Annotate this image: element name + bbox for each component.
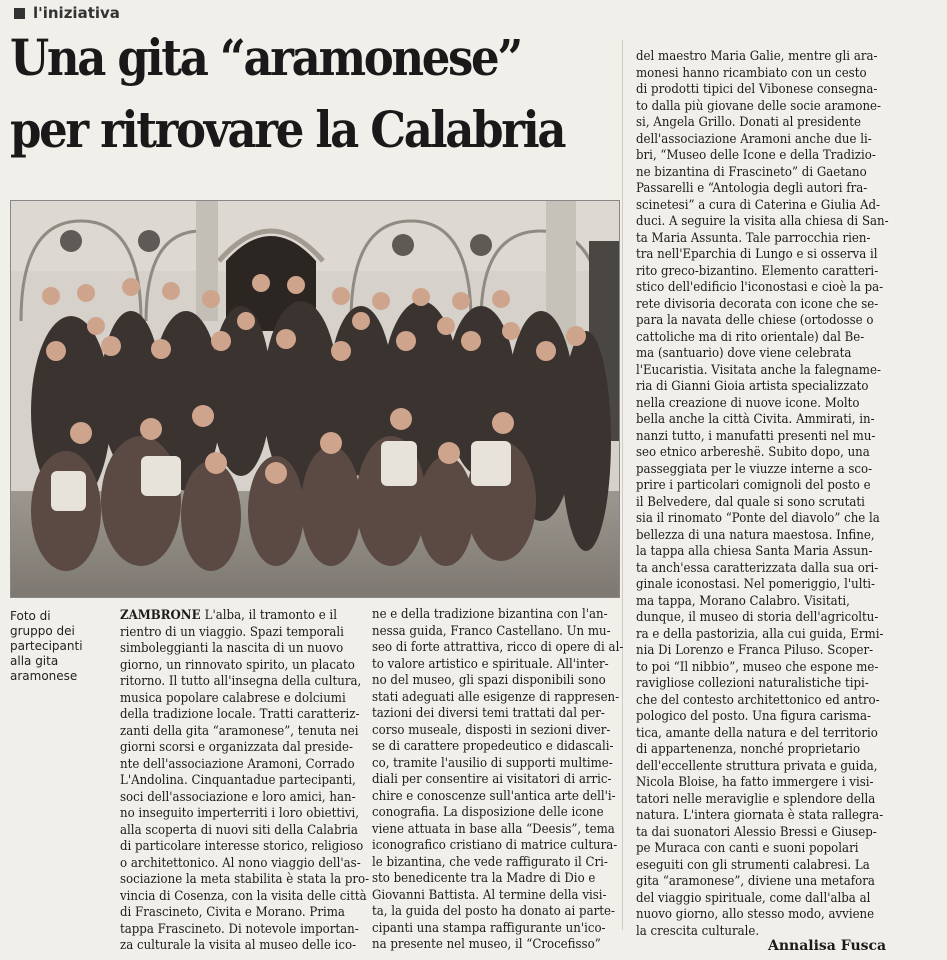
article-line: [372, 673, 612, 690]
article-line: [120, 691, 356, 708]
article-line-text: to dalla più giovane delle socie aramone-: [636, 98, 881, 114]
article-line-text: rete divisoria decorata con icone che se-: [636, 296, 879, 312]
article-line: [372, 657, 612, 674]
article-line-text: eseguiti con gli strumenti calabresi. La: [636, 857, 870, 873]
article-line-text: della tradizione locale. Tratti caratteriz-: [120, 707, 360, 722]
article-line: [636, 296, 879, 314]
article-line: [372, 871, 612, 888]
article-line-text: sociazione la meta stabilita è stata la pro-: [120, 872, 370, 887]
article-line-text: soci dell'associazione e loro amici, han-: [120, 789, 356, 805]
article-line: [120, 938, 356, 955]
article-line: [120, 872, 370, 889]
article-line: [120, 806, 360, 823]
article-line-text: iconografico cristiano di matrice cultura-: [372, 838, 618, 853]
caption-line: partecipanti: [10, 639, 83, 653]
article-line-text: tappa Frascineto. Di notevole importan-: [120, 921, 359, 937]
article-line-text: ne bizantina di Frascineto” di Gaetano: [636, 164, 867, 180]
article-line-text: zanti della gita “aramonese”, tenuta nei: [120, 723, 359, 739]
article-line: [636, 792, 876, 809]
article-line: [372, 855, 612, 872]
article-line-text: nte dell'associazione Aramoni, Corrado: [120, 756, 355, 772]
article-line: [636, 49, 876, 66]
article-line-text: gita “aramonese”, diviene una metafora: [636, 874, 875, 889]
article-line: [372, 739, 612, 756]
article-line-text: rientro di un viaggio. Spazi temporali: [120, 624, 344, 640]
article-line-text: tatori nelle meraviglie e splendore della: [636, 791, 876, 807]
article-line: [636, 742, 876, 759]
article-line: [636, 643, 876, 660]
article-line-text: stati adeguati alle esigenze di rappresen-: [372, 689, 620, 705]
article-line-text: Passarelli e “Antologia degli autori fra-: [636, 181, 868, 196]
caption-line: alla gita: [10, 654, 59, 668]
article-line: [372, 921, 612, 938]
article-line: [636, 544, 876, 561]
article-line-text: musica popolare calabrese e dolciumi: [120, 690, 346, 706]
article-line-text: dunque, il museo di storia dell'agricoltu-: [636, 610, 879, 625]
article-line: [636, 759, 876, 776]
article-line: [372, 937, 612, 954]
article-line-text: prire i particolari comignoli del posto e: [636, 478, 871, 493]
article-line-text: si, Angela Grillo. Donati al presidente: [636, 115, 861, 130]
article-line: [120, 921, 359, 939]
article-line-text: ta anch'essa caratterizzata dalla sua ori-: [636, 560, 879, 576]
article-line-text: ria di Gianni Gioia artista specializzato: [636, 379, 869, 394]
article-line: [636, 594, 876, 611]
article-line: [120, 790, 356, 807]
article-line-text: para la navata delle chiese (ortodosse o: [636, 313, 874, 328]
article-line-text: bellezza di una natura maestosa. Infine,: [636, 527, 875, 543]
article-line-text: ta, la guida del posto ha donato ai parte-: [372, 904, 615, 919]
article-line: [372, 821, 615, 839]
article-line-text: conografia. La disposizione delle icone: [372, 805, 604, 820]
article-line-text: to valore artistico e spirituale. All'inter-: [372, 656, 609, 672]
article-line-text: ma tappa, Morano Calabro. Visitati,: [636, 593, 850, 609]
article-line: [636, 412, 876, 429]
article-line-text: ravigliose collezioni naturalistiche tipi-: [636, 676, 869, 691]
headline-line-1: Una gita “aramonese”: [10, 28, 521, 87]
article-line: [120, 855, 361, 873]
caption-line: gruppo dei: [10, 624, 75, 638]
section-kicker: [14, 4, 120, 22]
article-line-text: nella creazione di nuove icone. Molto: [636, 395, 860, 411]
article-line: [636, 560, 879, 578]
article-line-text: di particolare interesse storico, religioso: [120, 839, 364, 854]
article-line-text: viene attuata in base alla “Deesis”, tema: [372, 821, 615, 837]
article-line: [636, 825, 876, 842]
article-line-text: co, tramite l'ausilio di supporti multime-: [372, 755, 613, 771]
article-line-text: cipanti una stampa raffigurante un'ico-: [372, 920, 606, 936]
article-line: [636, 148, 876, 165]
article-line-text: ritorno. Il tutto all'insegna della cultura,: [120, 674, 362, 689]
article-line-text: di Frascineto, Civita e Morano. Prima: [120, 905, 345, 920]
article-line: [636, 280, 884, 297]
article-line-text: nanzi tutto, i manufatti presenti nel mu-: [636, 428, 876, 444]
article-line: [636, 346, 876, 363]
article-line: [636, 115, 876, 132]
article-line-text: ma (santuario) dove viene celebrata: [636, 346, 852, 361]
article-line-text: corso museale, disposti in sezioni diver-: [372, 722, 611, 738]
article-line: [636, 726, 876, 743]
article-line: [636, 511, 880, 528]
article-line-text: del viaggio spirituale, come dall'alba al: [636, 890, 871, 906]
article-line-text: dell'associazione Aramoni anche due li-: [636, 131, 872, 147]
article-line: [636, 462, 876, 479]
article-line: [636, 808, 884, 825]
article-line-text: ne e della tradizione bizantina con l'an-: [372, 607, 608, 622]
article-line: [120, 607, 356, 625]
article-line-text: na presente nel museo, il “Crocefisso”: [372, 937, 601, 952]
article-line: [372, 640, 624, 657]
photo-caption: [10, 609, 86, 684]
caption-line: aramonese: [10, 669, 78, 683]
article-line: [636, 82, 876, 99]
article-line: [636, 197, 881, 215]
article-line: [636, 66, 876, 83]
article-line: [636, 214, 889, 231]
article-line: [636, 858, 876, 875]
article-line-text: natura. L'intera giornata è stata rallegra-: [636, 808, 884, 823]
article-line-text: L'Andolina. Cinquantadue partecipanti,: [120, 773, 356, 788]
article-line-text: L'alba, il tramonto e il: [204, 608, 337, 623]
article-line: [372, 805, 612, 822]
article-line-text: scinetesi” a cura di Caterina e Giulia Ad-: [636, 197, 881, 213]
article-line-text: ginale iconostasi. Nel pomeriggio, l'ulti-: [636, 577, 875, 592]
author-byline: Annalisa Fusca: [768, 938, 887, 954]
article-line-text: nuovo giorno, allo stesso modo, avviene: [636, 907, 875, 922]
article-line-text: di appartenenza, nonché proprietario: [636, 742, 861, 757]
article-line: [636, 907, 876, 924]
dateline: ZAMBRONE: [120, 607, 205, 623]
article-line: [372, 706, 612, 723]
article-line-text: giorni scorsi e organizzata dal preside-: [120, 740, 353, 755]
article-line-text: giorno, un rinnovato spirito, un placato: [120, 657, 355, 673]
article-line: [636, 247, 876, 264]
article-line: [636, 181, 876, 198]
article-line-text: sia il rinomato “Ponte del diavolo” che la: [636, 511, 880, 526]
article-line-text: simboleggianti la nascita di un nuovo: [120, 641, 344, 656]
headline-line-2: per ritrovare la Calabria: [10, 100, 565, 159]
article-line-text: no del museo, gli spazi disponibili sono: [372, 673, 606, 688]
kicker-label: l'iniziativa: [33, 4, 120, 22]
article-line-text: tazioni dei diversi temi trattati dal per-: [372, 706, 605, 721]
article-line: [636, 132, 876, 149]
article-line-text: dell'eccellente struttura privata e guida,: [636, 758, 878, 774]
article-line-text: stico dell'edificio l'iconostasi e cioè la pa-: [636, 280, 884, 295]
article-line: [372, 624, 612, 641]
article-line: [372, 723, 612, 740]
article-line: [636, 98, 881, 116]
article-line: [636, 263, 879, 281]
article-line: [372, 689, 620, 707]
article-line-text: Nicola Bloise, ha fatto immergere i visi-: [636, 775, 874, 790]
article-line-text: seo di forte attrattiva, ricco di opere di al-: [372, 640, 624, 655]
article-line: [120, 740, 356, 757]
article-line-text: vincia di Cosenza, con la visita delle città: [120, 888, 367, 904]
kicker-square-icon: [14, 8, 25, 19]
article-line: [636, 659, 879, 677]
article-line: [636, 396, 876, 413]
article-line: [120, 707, 360, 724]
article-line: [120, 658, 356, 675]
article-line: [372, 756, 612, 773]
article-line-text: za culturale la visita al museo delle ico-: [120, 938, 357, 953]
article-line: [636, 692, 880, 710]
article-line: [636, 610, 879, 627]
article-line: [372, 772, 612, 789]
article-line: [120, 823, 356, 840]
article-line-text: la crescita culturale.: [636, 923, 760, 939]
article-line-text: o architettonico. Al nono viaggio dell'as-: [120, 855, 361, 871]
article-column-3: [636, 49, 889, 940]
group-photo: [10, 200, 620, 598]
article-line: [120, 674, 362, 691]
article-line: [636, 841, 876, 858]
article-line-text: nessa guida, Franco Castellano. Un mu-: [372, 623, 611, 639]
caption-line: Foto di: [10, 609, 51, 623]
article-line: [636, 445, 876, 462]
article-line-text: le bizantina, che vede raffigurato il Cri-: [372, 854, 608, 870]
article-line-text: bri, “Museo delle Icone e della Tradizio-: [636, 148, 876, 163]
article-line: [636, 577, 876, 594]
article-line: [636, 379, 876, 396]
article-line: [120, 773, 356, 790]
article-line: [372, 904, 615, 921]
article-line-text: la tappa alla chiesa Santa Maria Assun-: [636, 544, 873, 559]
article-line-text: no inseguito imperterriti i loro obiettivi,: [120, 806, 360, 821]
article-line-text: sto benedicente tra la Madre di Dio e: [372, 871, 596, 886]
article-line: [636, 528, 876, 545]
article-line: [372, 838, 618, 855]
article-line-text: tra nell'Eparchia di Lungo e si osserva il: [636, 247, 878, 262]
article-line: [636, 676, 876, 693]
article-line: [636, 330, 876, 347]
article-line-text: del maestro Maria Galie, mentre gli ara-: [636, 49, 878, 64]
article-line: [636, 495, 876, 512]
article-line: [636, 478, 876, 495]
article-line-text: pe Muraca con canti e suoni popolari: [636, 841, 859, 856]
article-line-text: se di carattere propedeutico e didascali-: [372, 739, 614, 754]
article-line-text: di prodotti tipici del Vibonese consegna-: [636, 82, 878, 97]
article-line: [636, 165, 876, 182]
article-line-text: diali per consentire ai visitatori di arric-: [372, 772, 612, 787]
article-line-text: chire e conoscenze sull'antica arte dell'i-: [372, 788, 616, 804]
article-line: [636, 429, 876, 446]
group-photo-illustration: [11, 201, 619, 597]
article-line-text: to poi “Il nibbio”, museo che espone me-: [636, 659, 879, 675]
article-line: [636, 891, 876, 908]
article-line-text: l'Eucaristia. Visitata anche la falegname-: [636, 362, 881, 378]
article-line: [636, 362, 881, 380]
article-line-text: passeggiata per le viuzze interne a sco-: [636, 461, 873, 477]
article-line: [636, 874, 876, 891]
article-line: [120, 888, 367, 906]
article-column-2: [372, 607, 624, 954]
article-line-text: che del contesto architettonico ed antro-: [636, 692, 880, 708]
article-line-text: ra e della pastorizia, alla cui guida, Ermi-: [636, 626, 884, 642]
article-line-text: duci. A seguire la visita alla chiesa di San-: [636, 214, 889, 229]
article-column-1: [120, 607, 370, 955]
article-line: [636, 313, 876, 330]
article-line: [636, 626, 884, 644]
article-line: [372, 888, 612, 905]
article-line-text: alla scoperta di nuovi siti della Calabria: [120, 822, 358, 838]
article-line-text: il Belvedere, dal quale si sono scrutati: [636, 494, 865, 510]
article-line-text: ta dai suonatori Alessio Bressi e Giusep-: [636, 824, 877, 840]
article-line: [120, 839, 364, 856]
article-line-text: tica, amante della natura e del territorio: [636, 725, 878, 741]
article-line-text: seo etnico arbereshë. Subito dopo, una: [636, 445, 870, 460]
column-divider: [622, 40, 623, 930]
article-line: [372, 788, 616, 806]
article-line-text: ta Maria Assunta. Tale parrocchia rien-: [636, 230, 871, 246]
article-line: [372, 607, 612, 624]
article-line: [120, 905, 356, 922]
article-line: [636, 775, 876, 792]
article-line-text: nia Di Lorenzo e Franca Piluso. Scoper-: [636, 643, 874, 658]
article-line-text: bella anche la città Civita. Ammirati, in-: [636, 412, 875, 427]
article-line-text: monesi hanno ricambiato con un cesto: [636, 65, 867, 81]
article-line: [636, 709, 876, 726]
article-line: [120, 723, 359, 741]
article-line: [120, 641, 356, 658]
article-line-text: cattoliche ma di rito orientale) dal Be-: [636, 329, 865, 345]
article-line-text: rito greco-bizantino. Elemento caratteri-: [636, 263, 879, 279]
article-line: [120, 625, 356, 642]
article-line: [120, 757, 356, 774]
article-line: [636, 231, 876, 248]
article-line-text: Giovanni Battista. Al termine della visi-: [372, 887, 607, 903]
article-line-text: pologico del posto. Una figura carisma-: [636, 709, 872, 724]
